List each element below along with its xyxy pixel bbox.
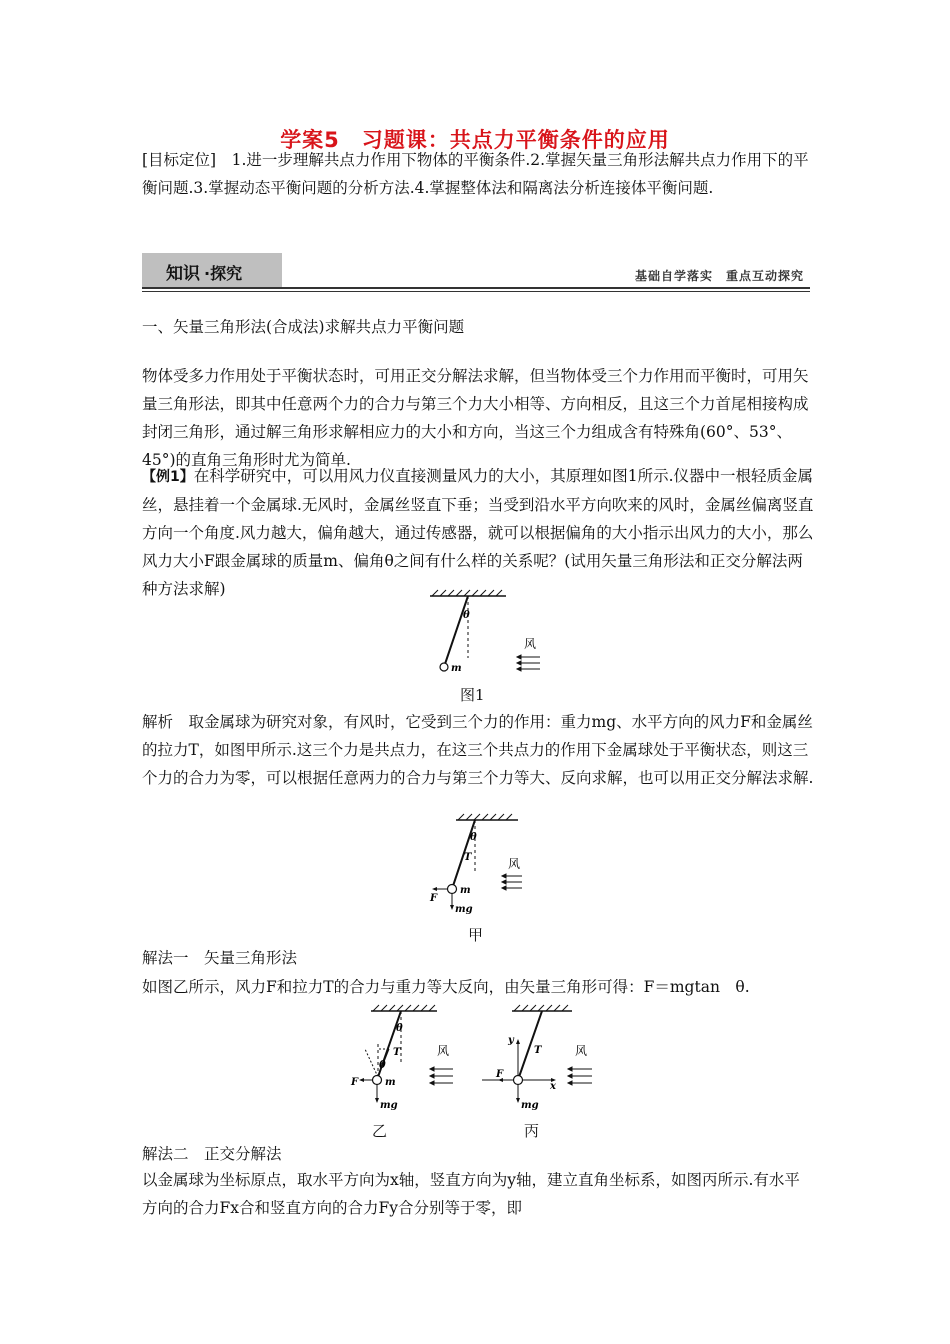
banner-tab bbox=[142, 253, 282, 287]
jia-F: F bbox=[430, 893, 438, 904]
method2-heading: 解法二 正交分解法 bbox=[142, 1145, 282, 1163]
figure-jia-diagram bbox=[420, 812, 560, 922]
example-tag: 【例1】 bbox=[142, 469, 194, 485]
section-heading: 一、矢量三角形法(合成法)求解共点力平衡问题 bbox=[142, 318, 465, 336]
fig1-m: m bbox=[451, 663, 462, 674]
yi-T: T bbox=[393, 1047, 401, 1058]
jia-wind: 风 bbox=[508, 857, 521, 871]
yi-wind: 风 bbox=[437, 1044, 450, 1058]
figure-1-diagram bbox=[420, 588, 560, 680]
jia-T: T bbox=[464, 852, 472, 863]
yi-theta-top: θ bbox=[396, 1023, 403, 1034]
jia-mg: mg bbox=[455, 904, 473, 915]
bing-T: T bbox=[534, 1045, 542, 1056]
page-title: 学案5 习题课：共点力平衡条件的应用 bbox=[280, 128, 670, 152]
section-banner bbox=[142, 253, 810, 289]
yi-m: m bbox=[385, 1077, 396, 1088]
banner-sub: ·探究 bbox=[204, 264, 243, 283]
intro-paragraph: 物体受多力作用处于平衡状态时，可用正交分解法求解，但当物体受三个力作用而平衡时，可用矢量三角形法，即其中任意两个力的合力与第三个力大小相等、方向相反，且这三个力首尾相接构成封闭三角形，通过解三角形求解相应力的大小和方向，当这三个力组成含有特殊角(60°、53°、45°)的直角三角形时尤为简单. bbox=[142, 367, 809, 469]
banner-right-text: 基础自学落实 重点互动探究 bbox=[634, 269, 804, 283]
figure-bing-caption: 丙 bbox=[524, 1122, 540, 1140]
method1-text: 如图乙所示，风力F和拉力T的合力与重力等大反向，由矢量三角形可得：F＝mgtan θ. bbox=[142, 978, 750, 996]
bing-y: y bbox=[508, 1035, 514, 1046]
solution-paragraph: 解析 取金属球为研究对象，有风时，它受到三个力的作用：重力mg、水平方向的风力F和金属丝的拉力T，如图甲所示.这三个力是共点力，在这三个共点力的作用下金属球处于平衡状态，则这三个力的合力为零，可以根据任意两力的合力与第三个力等大、反向求解，也可以用正交分解法求解. bbox=[142, 713, 814, 787]
bing-mg: mg bbox=[521, 1100, 539, 1111]
example-paragraph bbox=[142, 462, 814, 603]
method2-text: 以金属球为坐标原点，取水平方向为x轴，竖直方向为y轴，建立直角坐标系，如图丙所示.有水平方向的合力Fx合和竖直方向的合力Fy合分别等于零，即 bbox=[142, 1171, 800, 1217]
method1-heading: 解法一 矢量三角形法 bbox=[142, 949, 298, 967]
figure-yi-diagram bbox=[345, 1003, 470, 1123]
bing-wind: 风 bbox=[575, 1044, 588, 1058]
jia-theta: θ bbox=[470, 832, 477, 843]
yi-mg: mg bbox=[380, 1100, 398, 1111]
figure-yi-caption: 乙 bbox=[372, 1122, 388, 1140]
fig1-wind: 风 bbox=[524, 637, 537, 651]
bing-F: F bbox=[496, 1069, 504, 1080]
jia-m: m bbox=[460, 885, 471, 896]
fig1-theta: θ bbox=[463, 610, 470, 621]
bing-x: x bbox=[550, 1081, 556, 1092]
yi-F: F bbox=[351, 1077, 359, 1088]
yi-theta-low: θ bbox=[379, 1060, 386, 1071]
banner-main: 知识 ·探究 bbox=[166, 264, 243, 284]
figure-bing-diagram bbox=[478, 1003, 608, 1123]
example-text: 在科学研究中，可以用风力仪直接测量风力的大小，其原理如图1所示.仪器中一根轻质金属丝，悬挂着一个金属球.无风时，金属丝竖直下垂；当受到沿水平方向吹来的风时，金属丝偏离竖直方向一个角度.风力越大，偏角越大，通过传感器，就可以根据偏角的大小指示出风力的大小，那么风力大小F跟金属球的质量m、偏角θ之间有什么样的关系呢？(试用矢量三角形法和正交分解法两种方法求解) bbox=[142, 467, 814, 598]
figure-jia-caption: 甲 bbox=[468, 926, 484, 944]
figure-1-caption: 图1 bbox=[460, 686, 485, 704]
objective-text: [目标定位] 1.进一步理解共点力作用下物体的平衡条件.2.掌握矢量三角形法解共点力作用下的平衡问题.3.掌握动态平衡问题的分析方法.4.掌握整体法和隔离法分析连接体平衡问题. bbox=[142, 151, 809, 197]
